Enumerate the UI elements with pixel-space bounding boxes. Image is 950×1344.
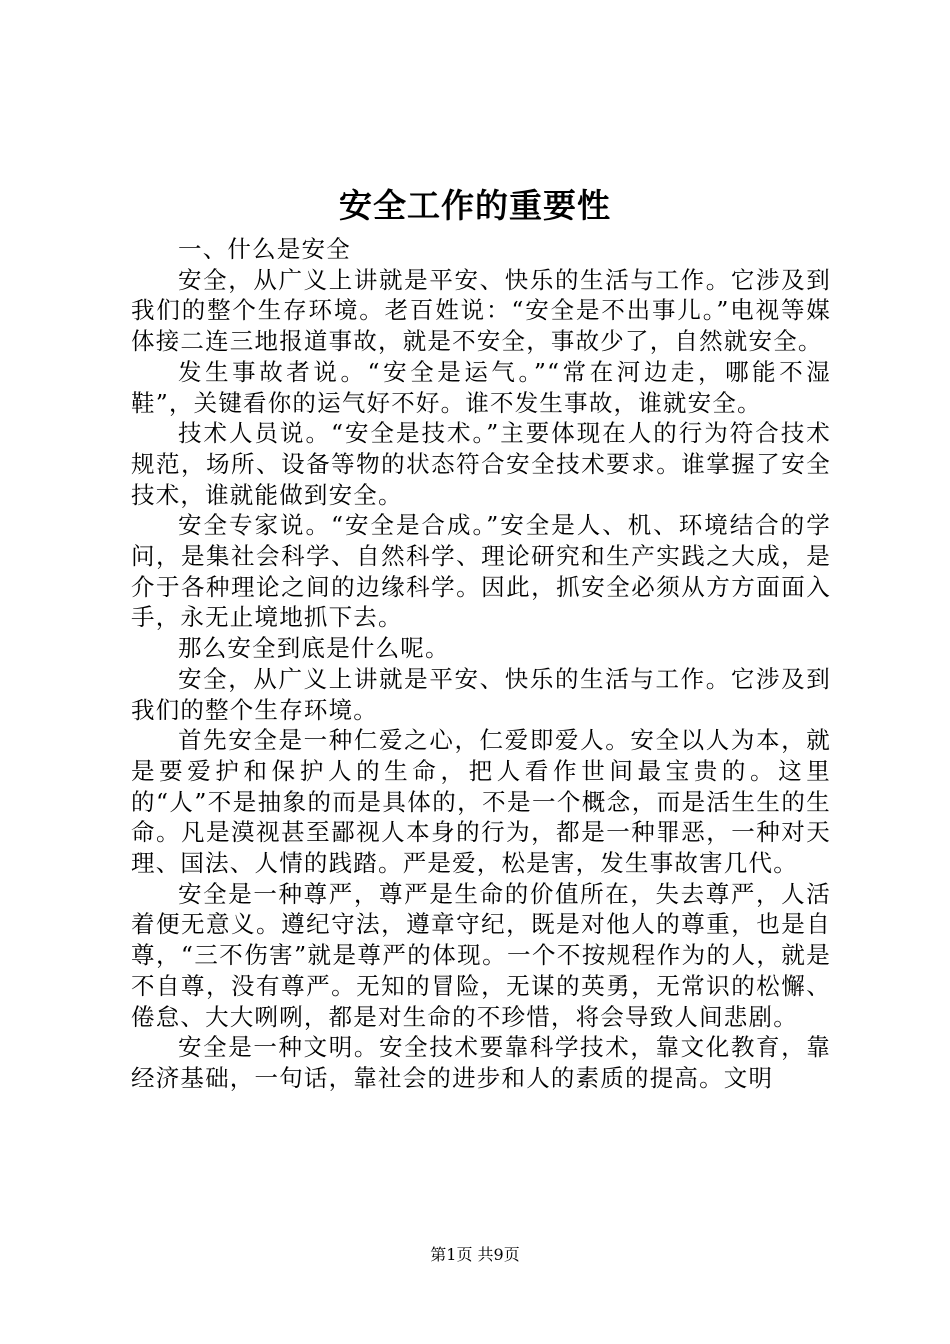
paragraph: 安全是一种尊严，尊严是生命的价值所在，失去尊严，人活着便无意义。遵纪守法，遵章守纪，既是对他人的尊重，也是自尊，“三不伤害”就是尊严的体现。一个不按规程作为的人，就是不自尊，没有尊严。无知的冒险，无谋的英勇，无常识的松懈、倦怠、大大咧咧，都是对生命的不珍惜，将会导致人间悲剧。 (131, 879, 831, 1031)
paragraph: 安全是一种文明。安全技术要靠科学技术，靠文化教育，靠经济基础，一句话，靠社会的进步和人的素质的提高。文明 (131, 1033, 831, 1092)
paragraph: 安全，从广义上讲就是平安、快乐的生活与工作。它涉及到我们的整个生存环境。 (131, 664, 831, 724)
document-body (131, 234, 831, 1094)
section-heading: 一、什么是安全 (178, 235, 351, 263)
paragraph: 发生事故者说。“安全是运气。”“常在河边走，哪能不湿鞋”，关键看你的运气好不好。谁不发生事故，谁就安全。 (131, 357, 831, 417)
paragraph: 那么安全到底是什么呢。 (178, 634, 450, 663)
page-footer: 第1页 共9页 (430, 1245, 520, 1264)
paragraph: 首先安全是一种仁爱之心，仁爱即爱人。安全以人为本，就是要爱护和保护人的生命，把人看作世间最宝贵的。这里的“人”不是抽象的而是具体的，不是一个概念，而是活生生的生命。凡是漠视甚至鄙视人本身的行为，都是一种罪恶，一种对天理、国法、人情的践踏。严是爱，松是害，发生事故害几代。 (131, 726, 831, 878)
paragraph: 安全，从广义上讲就是平安、快乐的生活与工作。它涉及到我们的整个生存环境。老百姓说：“安全是不出事儿。”电视等媒体接二连三地报道事故，就是不安全，事故少了，自然就安全。 (131, 265, 831, 356)
document-title: 安全工作的重要性 (339, 186, 611, 225)
paragraph: 安全专家说。“安全是合成。”安全是人、机、环境结合的学问，是集社会科学、自然科学、理论研究和生产实践之大成，是介于各种理论之间的边缘科学。因此，抓安全必须从方方面面入手，永无止境地抓下去。 (131, 511, 831, 632)
paragraph: 技术人员说。“安全是技术。”主要体现在人的行为符合技术规范，场所、设备等物的状态符合安全技术要求。谁掌握了安全技术，谁就能做到安全。 (131, 419, 831, 509)
